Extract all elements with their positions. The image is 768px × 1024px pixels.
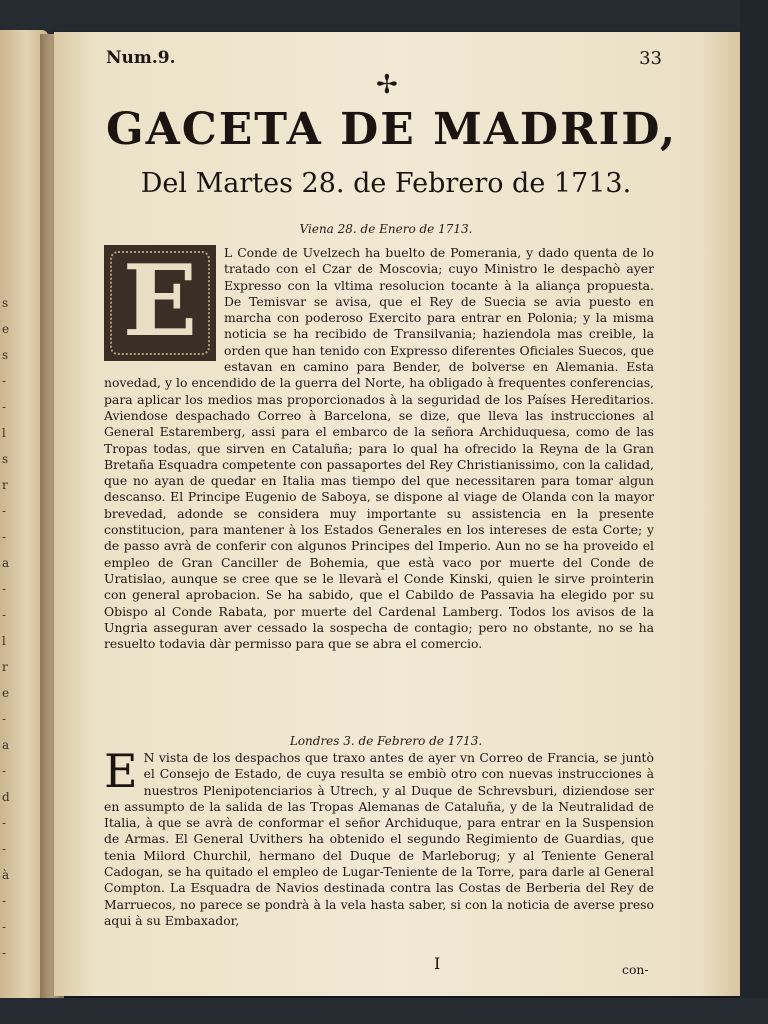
dateline-londres: Londres 3. de Febrero de 1713. bbox=[289, 734, 483, 748]
decorated-initial-e bbox=[104, 245, 216, 361]
article-viena-text: L Conde de Uvelzech ha buelto de Pomerania, y dado quenta de lo tratado con el Czar de Moscovia; cuyo Ministro le despachò ayer Expresso con la vltima resolucion tocante à la aliança propuesta. De Temisvar se avisa, que el Rey de Suecia se avia puesto en marcha con poderoso Exercito para entrar en Polonia; y la misma noticia se ha recibido de Transilvania; haziendola mas creible, la orden que han tenido con Expresso diferentes Oficiales Suecos, que estavan en camino para Bender, de bolverse en Alemania. Esta novedad, y lo encendido de la guerra del Norte, ha obligado à frequentes conferencias, para aplicar los medios mas proporcionados à la seguridad de los Países Hereditarios. Aviendose despachado Correo à Barcelona, se dize, que lleva las instrucciones al General Estaremberg, assi para el embarco de la señora Archiduquesa, como de las Tropas todas, que sirven en Cataluña; para lo qual ha ofrecido la Reyna de la Gran Bretaña Esquadra competente con passaportes del Rey Christianissimo, con la calidad, que no ayan de quedar en Italia mas tiempo del que necessitaren para tomar algun descanso. El Principe Eugenio de Saboya, se dispone al viage de Olanda con la mayor brevedad, adonde se considera muy importante su assistencia en la presente constitucion, para mantener à los Estados Generales en los intereses de esta Corte; y de passo avrà de conferir con algunos Principes del Imperio. Aun no se ha proveido el empleo de Gran Canciller de Bohemia, que està vaco por muerte del Conde de Uratislao, aunque se cree que se le llevarà el Conde Kinski, quien le sirve prointerin con general aprobacion. Se ha sabido, que el Cabildo de Passavia ha elegido por su Obispo al Conde Rabata, por muerte del Cardenal Lamberg. Todos los avisos de la Ungria asseguran aver cessado la sospecha de contagio; pero no obstante, no se ha resuelto todavia dàr permisso para que se abra el comercio. bbox=[104, 245, 654, 652]
background-right bbox=[740, 0, 768, 1024]
article-londres bbox=[104, 744, 654, 929]
signature-mark: I bbox=[434, 954, 441, 973]
drop-cap-e: E bbox=[104, 744, 138, 798]
left-margin-text: s e s - - l s r - - a - - l r e - a - d - - à - - - bbox=[2, 296, 10, 960]
catchword: con- bbox=[622, 962, 649, 977]
newspaper-page bbox=[54, 32, 740, 996]
issue-number: Num.9. bbox=[106, 48, 176, 68]
cross-ornament-icon: ✢ bbox=[376, 70, 398, 100]
dateline-viena: Viena 28. de Enero de 1713. bbox=[299, 222, 473, 236]
background-bottom bbox=[0, 998, 768, 1024]
masthead-title: GACETA DE MADRID, bbox=[106, 104, 678, 155]
initial-letter: E bbox=[122, 245, 198, 359]
page-number: 33 bbox=[639, 48, 662, 69]
article-londres-text: N vista de los despachos que traxo antes de ayer vn Correo de Francia, se juntò el Consejo de Estado, de cuya resulta se embiò otro con nuevas instrucciones à nuestros Plenipotenciarios à Utrech, y al Duque de Schrevsburi, diziendose ser en assumpto de la salida de las Tropas Alemanas de Cataluña, y de la Neutralidad de Italia, à que se avrà de conformar el señor Archiduque, para entrar en la Suspension de Armas. El General Uvithers ha obtenido el segundo Regimiento de Guardias, que tenia Milord Churchil, hermano del Duque de Marleborug; y al Teniente General Cadogan, se ha quitado el empleo de Lugar-Teniente de la Torre, para darle al General Compton. La Esquadra de Navios destinada contra las Costas de Berberia del Rey de Marruecos, no parece se pondrà à la vela hasta saber, si con la noticia de averse preso aqui à su Embaxador, bbox=[104, 750, 654, 928]
issue-date: Del Martes 28. de Febrero de 1713. bbox=[140, 168, 632, 199]
